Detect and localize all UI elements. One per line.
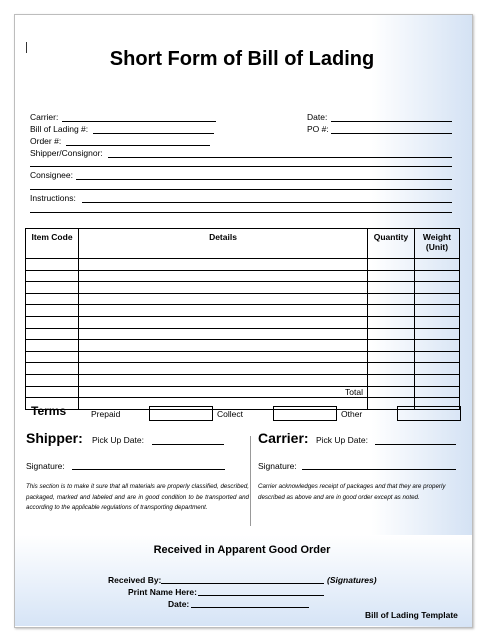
received-by-label: Received By: xyxy=(108,575,162,585)
other-box[interactable] xyxy=(397,406,461,421)
column-header-weight: Weight (Unit) xyxy=(415,229,460,259)
instructions-line-2[interactable] xyxy=(30,212,452,213)
carrier-heading: Carrier: xyxy=(258,430,309,446)
instructions-label: Instructions: xyxy=(30,193,76,203)
bill-of-lading-label: Bill of Lading #: xyxy=(30,124,89,134)
carrier-signature-label: Signature: xyxy=(258,461,297,471)
table-row[interactable] xyxy=(26,282,460,294)
shipper-pickup-label: Pick Up Date: xyxy=(92,435,144,445)
table-row[interactable] xyxy=(26,363,460,375)
shipper-consignor-field[interactable] xyxy=(108,157,452,158)
po-label: PO #: xyxy=(307,124,329,134)
collect-label: Collect xyxy=(217,409,243,419)
shipper-signature-label: Signature: xyxy=(26,461,65,471)
po-field[interactable] xyxy=(331,133,452,134)
carrier-pickup-label: Pick Up Date: xyxy=(316,435,368,445)
consignee-field[interactable] xyxy=(76,179,452,180)
table-row[interactable] xyxy=(26,328,460,340)
table-header-row xyxy=(26,229,460,259)
collect-box[interactable] xyxy=(273,406,337,421)
instructions-field[interactable] xyxy=(82,202,452,203)
print-name-label: Print Name Here: xyxy=(128,587,197,597)
footer-label: Bill of Lading Template xyxy=(365,610,458,620)
received-date-label: Date: xyxy=(168,599,190,609)
shipper-heading: Shipper: xyxy=(26,430,83,446)
order-field[interactable] xyxy=(66,145,210,146)
table-row[interactable] xyxy=(26,293,460,305)
table-row[interactable] xyxy=(26,398,460,410)
shipper-pickup-field[interactable] xyxy=(152,444,224,445)
total-row xyxy=(26,386,460,398)
date-label: Date: xyxy=(307,112,328,122)
items-table xyxy=(25,228,460,410)
table-row[interactable] xyxy=(26,316,460,328)
total-label: Total xyxy=(79,386,368,398)
received-title: Received in Apparent Good Order xyxy=(153,544,331,556)
table-row[interactable] xyxy=(26,374,460,386)
page-title: Short Form of Bill of Lading xyxy=(109,48,375,70)
carrier-field[interactable] xyxy=(62,121,216,122)
received-date-field[interactable] xyxy=(191,607,309,608)
shipper-consignor-line-2[interactable] xyxy=(30,166,452,167)
shipper-signature-field[interactable] xyxy=(72,469,225,470)
print-name-field[interactable] xyxy=(198,595,324,596)
column-header-item-code: Item Code xyxy=(26,229,79,259)
other-label: Other xyxy=(341,409,363,419)
date-field[interactable] xyxy=(331,121,452,122)
received-by-field[interactable] xyxy=(161,583,324,584)
table-row[interactable] xyxy=(26,259,460,271)
table-row[interactable] xyxy=(26,305,460,317)
shipper-note: This section is to make it sure that all materials are properly classified, described, packaged, marked and labeled and are in good condition to be transported and according to the applicable regulations of transporting department. xyxy=(26,483,249,511)
order-label: Order #: xyxy=(30,136,62,146)
signatures-note: (Signatures) xyxy=(327,575,377,585)
terms-label: Terms xyxy=(31,404,67,418)
carrier-note: Carrier acknowledges receipt of packages and that they are properly described as above and are in good order except as noted. xyxy=(258,483,446,501)
prepaid-box[interactable] xyxy=(149,406,213,421)
column-header-details: Details xyxy=(79,229,368,259)
column-header-quantity: Quantity xyxy=(368,229,415,259)
shipper-consignor-label: Shipper/Consignor: xyxy=(30,148,103,158)
consignee-line-2[interactable] xyxy=(30,189,452,190)
section-divider xyxy=(250,436,251,526)
carrier-label: Carrier: xyxy=(30,112,59,122)
table-row[interactable] xyxy=(26,270,460,282)
carrier-pickup-field[interactable] xyxy=(375,444,456,445)
carrier-signature-field[interactable] xyxy=(302,469,456,470)
table-row[interactable] xyxy=(26,351,460,363)
consignee-label: Consignee: xyxy=(30,170,74,180)
prepaid-label: Prepaid xyxy=(91,409,121,419)
table-row[interactable] xyxy=(26,340,460,352)
bill-of-lading-field[interactable] xyxy=(93,133,214,134)
